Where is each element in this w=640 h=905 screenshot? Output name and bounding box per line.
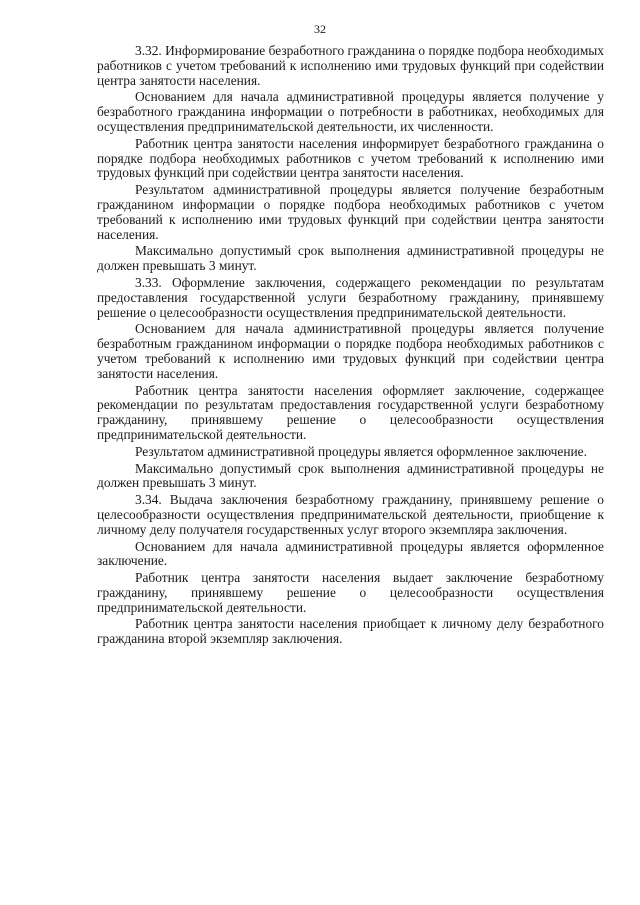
- paragraph: Основанием для начала административной процедуры является оформленное заключение.: [97, 538, 604, 569]
- paragraph: Результатом административной процедуры является оформленное заключение.: [135, 443, 587, 459]
- document-body: [97, 44, 604, 649]
- paragraph: Основанием для начала административной процедуры является получение у безработного гражданина информации о потребности в работниках, необходимых для осуществления предпринимательской деятельности, их численности.: [97, 89, 604, 134]
- paragraph: Работник центра занятости населения приобщает к личному делу безработного гражданина второй экземпляр заключения.: [97, 616, 604, 647]
- paragraph: Основанием для начала административной процедуры является получение безработным гражданином информации о порядке подбора необходимых работников с учетом требований к исполнению ими трудовых функций при содействии центра занятости населения.: [97, 321, 604, 381]
- paragraph: Результатом административной процедуры является получение безработным гражданином информации о порядке подбора необходимых работников с учетом требований к исполнению ими трудовых функций при содействии центра занятости населения.: [97, 182, 604, 242]
- paragraph: Работник центра занятости населения выдает заключение безработному гражданину, принявшему решение о целесообразности осуществления предпринимательской деятельности.: [97, 570, 604, 615]
- paragraph: Максимально допустимый срок выполнения административной процедуры не должен превышать 3 минут.: [97, 460, 604, 491]
- paragraph-3-34-heading: 3.34. Выдача заключения безработному гражданину, принявшему решение о целесообразности осуществления предпринимательской деятельности, приобщение к личному делу получателя государственных услуг второго экземпляра заключения.: [97, 492, 604, 537]
- paragraph: Максимально допустимый срок выполнения административной процедуры не должен превышать 3 минут.: [97, 243, 604, 274]
- page-number: 32: [314, 22, 326, 36]
- paragraph: Работник центра занятости населения информирует безработного гражданина о порядке подбора необходимых работников с учетом требований к исполнению ими трудовых функций при содействии центра занятости населения.: [97, 135, 604, 181]
- paragraph: Работник центра занятости населения оформляет заключение, содержащее рекомендации по результатам предоставления государственной услуги безработному гражданину, принявшему решение о целесообразности осуществления предпринимательской деятельности.: [97, 382, 604, 442]
- paragraph-3-33-heading: 3.33. Оформление заключения, содержащего рекомендации по результатам предоставления государственной услуги безработному гражданину, принявшему решение о целесообразности осуществления предпринимательской деятельности.: [97, 274, 604, 320]
- paragraph-3-32-heading: 3.32. Информирование безработного гражданина о порядке подбора необходимых работников с учетом требований к исполнению ими трудовых функций при содействии центра занятости населения.: [97, 43, 604, 88]
